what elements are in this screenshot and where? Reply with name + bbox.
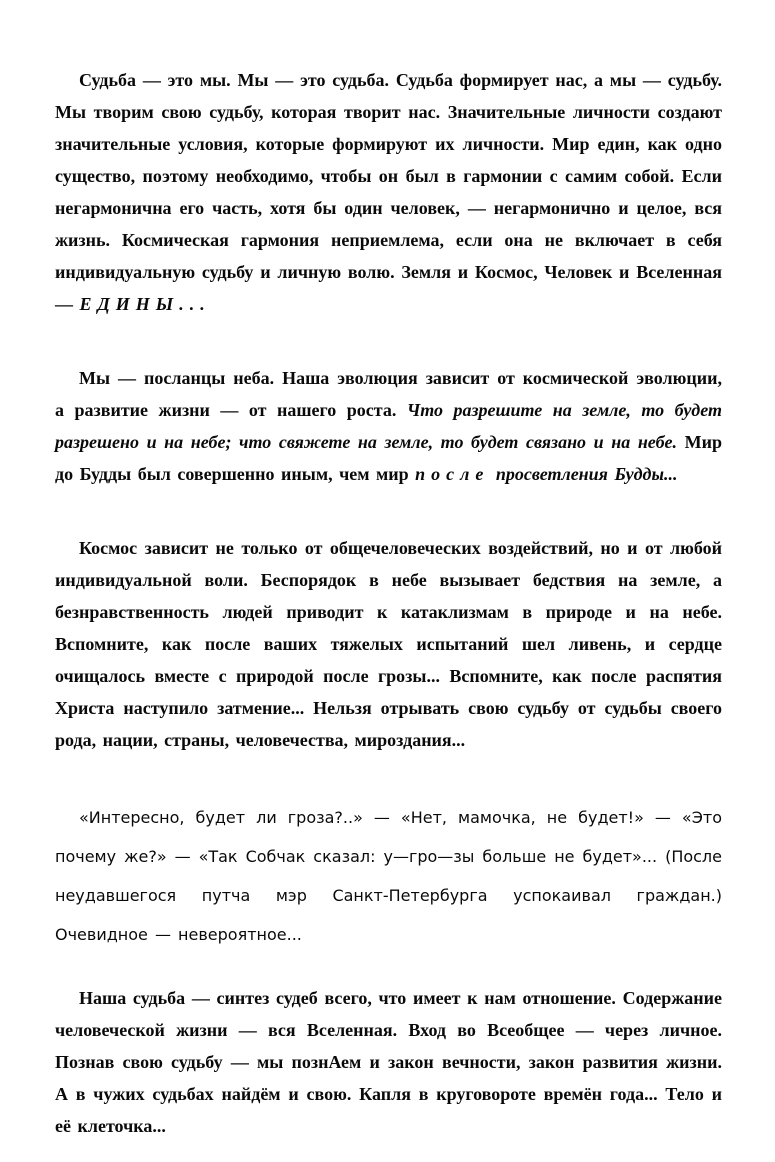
paragraph-fate-is-us: [55, 64, 722, 320]
script-quote-gospel: Что разрешите на земле, то будет разрешено и на небе; что свяжете на земле, то будет связано и на небе.: [55, 400, 722, 452]
script-emphasis-posle: после: [415, 464, 490, 484]
paragraph-text: Космос зависит не только от общечеловеческих воздействий, но и от любой индивидуальной воли. Беспорядок в небе вызывает бедствия на земле, а безнравственность людей приводит к катаклизмам в природе и на небе. Вспомните, как после ваших тяжелых испытаний шел ливень, и сердце очищалось вместе с природой после грозы... Вспомните, как после распятия Христа наступило затмение... Нельзя отрывать свою судьбу от судьбы своего рода, нации, страны, человечества, мироздания...: [55, 538, 722, 750]
paragraph-messengers-of-heaven: [55, 362, 722, 490]
paragraph-text: Мы — посланцы неба. Наша эволюция зависит от космической эволюции, а развитие жизни — от нашего роста.: [55, 368, 722, 420]
script-buddha-enlightenment: просветления Будды...: [489, 464, 678, 484]
paragraph-text: Судьба — это мы. Мы — это судьба. Судьба формирует нас, а мы — судьбу. Мы творим свою судьбу, которая творит нас. Значительные личности создают значительные условия, которые формируют их личности. Мир един, как одно существо, поэтому необходимо, чтобы он был в гармонии с самим собой. Если негармонична его часть, хотя бы один человек, — негармонично и целое, вся жизнь. Космическая гармония неприемлема, если она не включает в себя индивидуальную судьбу и личную волю. Земля и Космос, Человек и Вселенная —: [55, 70, 722, 314]
paragraph-our-fate-synthesis: [55, 982, 722, 1142]
paragraph-text: «Интересно, будет ли гроза?..» — «Нет, мамочка, не будет!» — «Это почему же?» — «Так Собчак сказал: у—гро—зы больше не будет»... (После неудавшегося путча мэр Санкт-Петербурга успокаивал граждан.) Очевидное — невероятное...: [55, 808, 722, 944]
paragraph-text: Мир до Будды был совершенно иным, чем мир: [55, 432, 723, 484]
paragraph-cosmos-depends: [55, 532, 722, 756]
paragraph-text: Наша судьба — синтез судеб всего, что имеет к нам отношение. Содержание человеческой жизни — вся Вселенная. Вход во Всеобщее — через личное. Познав свою судьбу — мы познАем и закон вечности, закон развития жизни. А в чужих судьбах найдём и свою. Капля в круговороте времён года... Тело и её клеточка...: [55, 988, 722, 1136]
script-emphasis-ediny: ЕДИНЫ...: [79, 294, 211, 314]
paragraph-thunderstorm-dialogue: [55, 798, 722, 954]
